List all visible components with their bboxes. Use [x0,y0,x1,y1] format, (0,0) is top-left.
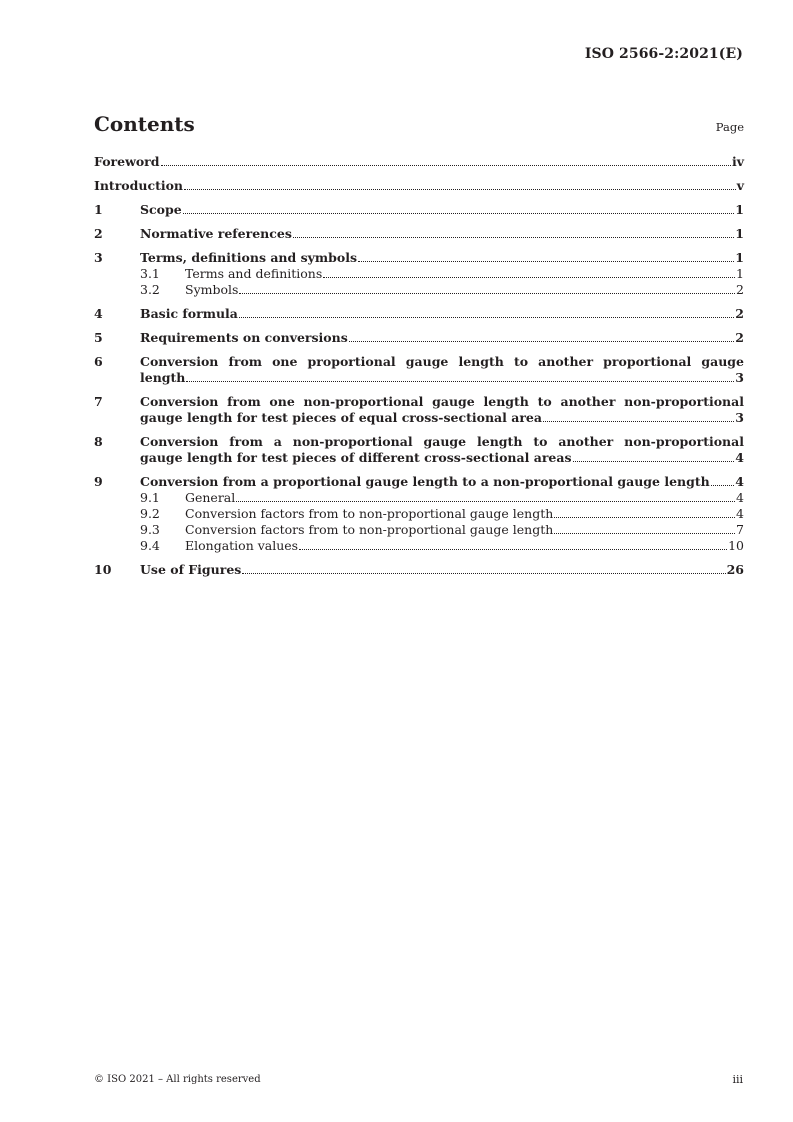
dot-leader [554,533,735,534]
toc-entry-title: Conversion from a proportional gauge length to a non-proportional gauge length [140,474,710,489]
toc-entry-page: 2 [736,282,744,297]
page-number: iii [732,1073,743,1086]
toc-entry[interactable] [94,474,744,490]
toc-entry[interactable] [94,562,744,578]
toc-subentry[interactable] [94,282,744,298]
dot-leader [299,549,727,550]
toc-entry-number: 9.2 [140,506,160,521]
toc-entry-title-line: Conversion from one non-proportional gauge length to another non-proportional [140,394,744,409]
toc-entry-title: Terms, definitions and symbols [140,250,357,265]
dot-leader [349,341,735,342]
toc-entry-number: 10 [94,562,112,577]
toc-entry-page: 26 [726,562,744,577]
toc-subentry[interactable] [94,266,744,282]
dot-leader [236,501,735,502]
toc-entry-number: 4 [94,306,103,321]
toc-entry-title: Conversion factors from to non-proportional gauge length [185,506,554,521]
toc-entry[interactable] [94,178,744,194]
toc-entry[interactable] [94,394,744,426]
dot-leader [323,277,735,278]
toc-entry[interactable] [94,226,744,242]
dot-leader [573,461,735,462]
toc-entry-page: 4 [735,474,744,489]
toc-entry-page: 2 [735,330,744,345]
toc-entry-title: gauge length for test pieces of equal cross-sectional area [140,410,542,425]
toc-entry-number: 9.1 [140,490,160,505]
toc-entry-title: gauge length for test pieces of different cross-sectional areas [140,450,572,465]
toc-subentry[interactable] [94,538,744,554]
document-id: ISO 2566-2:2021(E) [584,46,743,62]
dot-leader [186,381,734,382]
toc-entry-page: 7 [736,522,744,537]
toc-entry-page: v [736,178,744,193]
toc-entry[interactable] [94,250,744,266]
dot-leader [543,421,734,422]
toc-entry-number: 6 [94,354,103,369]
toc-entry[interactable] [94,434,744,466]
toc-entry-title: Scope [140,202,182,217]
toc-entry-title-line: Conversion from one proportional gauge length to another proportional gauge [140,354,744,369]
table-of-contents [94,154,744,578]
dot-leader [183,213,735,214]
contents-title: Contents [94,112,195,136]
toc-entry-title: Introduction [94,178,184,193]
toc-entry-page: 1 [736,266,744,281]
toc-entry[interactable] [94,354,744,386]
toc-entry-title: Foreword [94,154,160,169]
toc-entry-number: 9.4 [140,538,160,553]
dot-leader [184,189,736,190]
dot-leader [293,237,734,238]
dot-leader [554,517,735,518]
toc-subentry[interactable] [94,506,744,522]
toc-entry-page: 4 [736,490,744,505]
toc-entry-number: 3.2 [140,282,160,297]
toc-subentry[interactable] [94,522,744,538]
toc-entry-page: iv [731,154,744,169]
toc-entry-number: 9.3 [140,522,160,537]
toc-entry-page: 4 [735,450,744,465]
toc-entry-page: 1 [735,202,744,217]
toc-entry-title: Conversion factors from to non-proportional gauge length [185,522,554,537]
toc-entry-number: 3 [94,250,103,265]
toc-entry-title: Use of Figures [140,562,242,577]
toc-entry-title: Requirements on conversions [140,330,348,345]
toc-entry-page: 10 [728,538,744,553]
toc-entry-title: Symbols [185,282,239,297]
toc-subentry[interactable] [94,490,744,506]
toc-entry[interactable] [94,202,744,218]
contents-heading [94,112,744,138]
toc-entry-title: length [140,370,186,385]
toc-entry[interactable] [94,330,744,346]
toc-entry-number: 5 [94,330,103,345]
dot-leader [711,485,735,486]
toc-entry-number: 8 [94,434,103,449]
toc-entry-page: 3 [735,410,744,425]
toc-entry-title-line: Conversion from a non-proportional gauge length to another non-proportional [140,434,744,449]
toc-entry[interactable] [94,154,744,170]
toc-entry-page: 2 [735,306,744,321]
dot-leader [242,573,725,574]
toc-entry-title: Basic formula [140,306,238,321]
toc-entry-page: 4 [736,506,744,521]
toc-entry-number: 3.1 [140,266,160,281]
toc-entry-number: 9 [94,474,103,489]
toc-entry-number: 7 [94,394,103,409]
toc-entry-title: Terms and definitions [185,266,323,281]
toc-entry-page: 1 [735,250,744,265]
page-column-label: Page [715,120,744,134]
dot-leader [161,165,731,166]
toc-entry-title: General [185,490,236,505]
toc-entry-page: 1 [735,226,744,241]
toc-entry-number: 1 [94,202,103,217]
toc-entry-number: 2 [94,226,103,241]
copyright-notice: © ISO 2021 – All rights reserved [94,1074,261,1085]
toc-entry[interactable] [94,306,744,322]
toc-entry-title: Normative references [140,226,292,241]
dot-leader [239,293,735,294]
dot-leader [358,261,734,262]
toc-entry-title: Elongation values [185,538,299,553]
dot-leader [239,317,734,318]
toc-entry-page: 3 [735,370,744,385]
